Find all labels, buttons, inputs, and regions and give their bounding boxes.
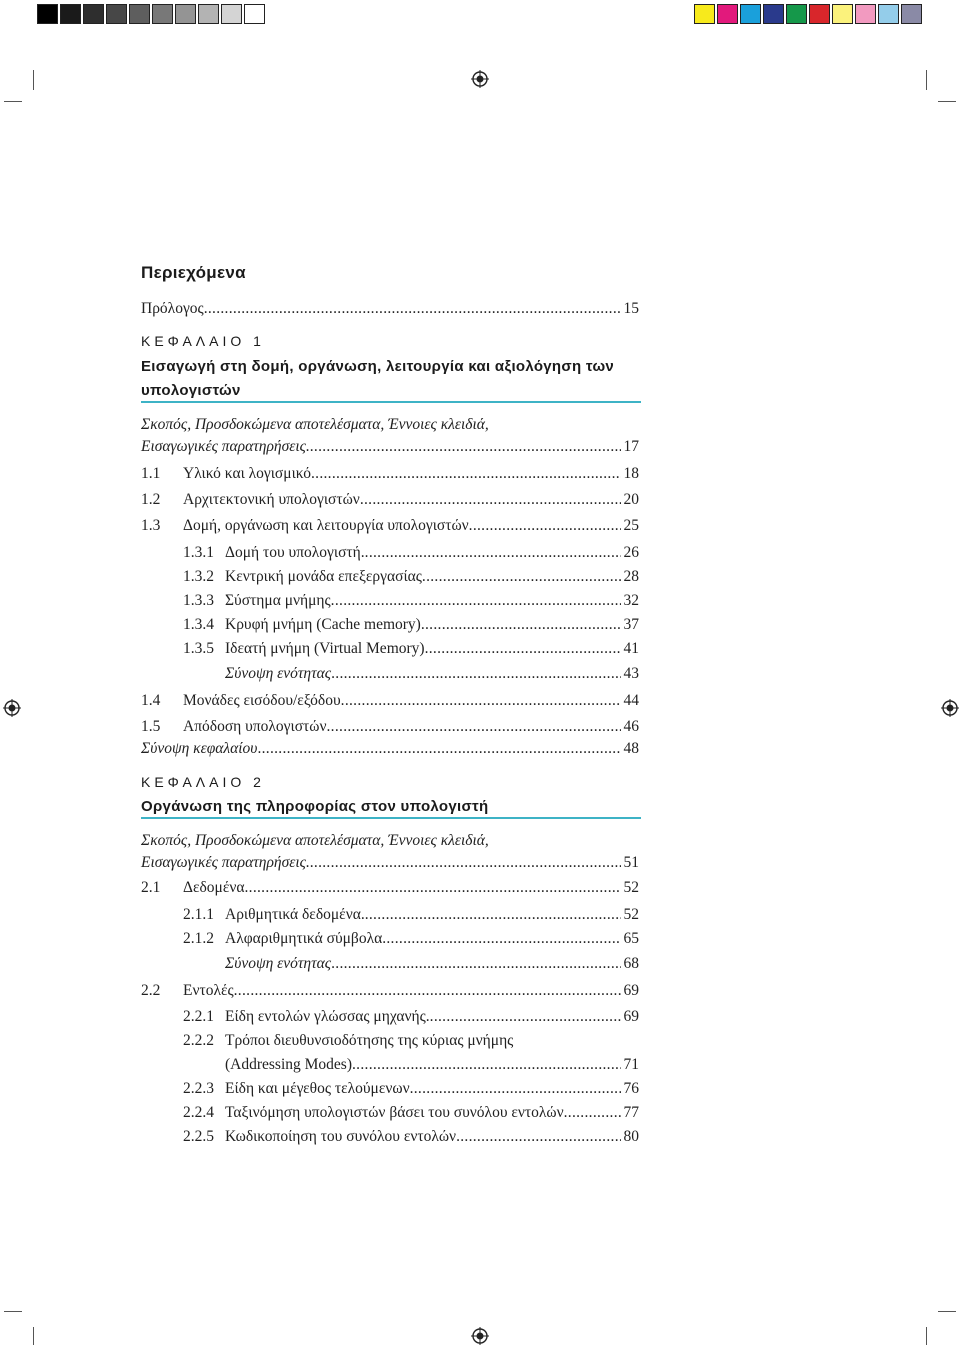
dot-leader (244, 877, 620, 899)
toc-entry-intro[interactable] (141, 436, 639, 458)
entry-page: 52 (623, 906, 639, 923)
entry-number: 1.3.4 (183, 616, 214, 633)
entry-page: 43 (623, 665, 639, 682)
dot-leader (422, 566, 621, 588)
toc-entry[interactable] (183, 590, 639, 612)
toc-entry[interactable] (183, 904, 639, 926)
entry-number: 1.3.1 (183, 544, 214, 561)
entry-page: 46 (623, 718, 639, 735)
toc-entry[interactable] (183, 928, 639, 950)
grayscale-calibration-bar (37, 4, 267, 24)
entry-page: 69 (623, 1008, 639, 1025)
entry-text: Κρυφή μνήμη (Cache memory) (225, 616, 421, 633)
calibration-swatch (763, 4, 784, 24)
entry-page: 37 (623, 616, 639, 633)
dot-leader (421, 614, 621, 636)
calibration-swatch (901, 4, 922, 24)
entry-number: 1.3 (141, 517, 161, 534)
toc-entry[interactable] (141, 716, 639, 738)
entry-page: 26 (623, 544, 639, 561)
entry-number: 1.3.3 (183, 592, 214, 609)
toc-entry[interactable] (183, 953, 639, 975)
toc-entry[interactable] (141, 877, 639, 899)
toc-entry[interactable] (141, 463, 639, 485)
toc-entry[interactable] (183, 614, 639, 636)
entry-page: 41 (623, 640, 639, 657)
entry-page: 20 (623, 491, 639, 508)
entry-number: 1.3.2 (183, 568, 214, 585)
dot-leader (425, 638, 621, 660)
dot-leader (365, 904, 621, 926)
entry-text: Σύνοψη ενότητας (225, 955, 332, 972)
entry-text: Υλικό και λογισμικό (183, 465, 311, 482)
entry-page: 48 (623, 740, 639, 757)
calibration-swatch (152, 4, 173, 24)
entry-text: Δομή του υπολογιστή. (225, 544, 365, 561)
chapter-intro-line: Σκοπός, Προσδοκώμενα αποτελέσματα, Έννοιες κλειδιά, (141, 416, 489, 433)
entry-page: 76 (623, 1080, 639, 1097)
entry-page: 65 (623, 930, 639, 947)
toc-entry[interactable] (183, 1006, 639, 1028)
dot-leader (469, 515, 621, 537)
dot-leader (234, 980, 621, 1002)
entry-text: Μονάδες εισόδου/εξόδου (183, 692, 341, 709)
entry-text: Αρχιτεκτονική υπολογιστών (183, 491, 360, 508)
toc-entry-intro[interactable] (141, 852, 639, 874)
entry-text: Εισαγωγικές παρατηρήσεις (141, 438, 306, 455)
chapter-label: ΚΕΦΑΛΑΙΟ 2 (141, 774, 265, 790)
dot-leader (331, 953, 620, 975)
entry-number: 1.5 (141, 718, 161, 735)
crop-mark (938, 101, 956, 102)
dot-leader (456, 1126, 620, 1148)
entry-number: 1.4 (141, 692, 161, 709)
entry-page: 69 (623, 982, 639, 999)
entry-number: 2.2.5 (183, 1128, 214, 1145)
toc-entry[interactable] (141, 690, 639, 712)
page-title: Περιεχόμενα (141, 263, 246, 282)
entry-page: 25 (623, 517, 639, 534)
entry-text: Εντολές (183, 982, 234, 999)
entry-number: 2.2.3 (183, 1080, 214, 1097)
entry-page: 15 (623, 300, 639, 317)
dot-leader (365, 542, 621, 564)
entry-number: 1.2 (141, 491, 161, 508)
entry-number: 2.2.4 (183, 1104, 214, 1121)
entry-number: 2.1 (141, 879, 161, 896)
dot-leader (327, 716, 621, 738)
entry-text: Κεντρική μονάδα επεξεργασίας (225, 568, 422, 585)
dot-leader (564, 1102, 621, 1124)
calibration-swatch (83, 4, 104, 24)
entry-text: Αριθμητικά δεδομένα. (225, 906, 365, 923)
entry-text: Σύνοψη κεφαλαίου (141, 740, 258, 757)
calibration-swatch (175, 4, 196, 24)
dot-leader (430, 1006, 621, 1028)
calibration-swatch (694, 4, 715, 24)
chapter-label: ΚΕΦΑΛΑΙΟ 1 (141, 333, 265, 349)
entry-page: 71 (623, 1056, 639, 1073)
crop-mark (938, 1311, 956, 1312)
dot-leader (382, 928, 620, 950)
entry-page: 52 (623, 879, 639, 896)
entry-text: Ιδεατή μνήμη (Virtual Memory) (225, 640, 425, 657)
calibration-swatch (129, 4, 150, 24)
calibration-swatch (832, 4, 853, 24)
toc-entry[interactable] (183, 542, 639, 564)
dot-leader (331, 663, 620, 685)
dot-leader (306, 436, 621, 458)
dot-leader (257, 738, 620, 760)
calibration-swatch (740, 4, 761, 24)
dot-leader (204, 298, 621, 320)
crop-mark (926, 1327, 927, 1345)
chapter-intro-line: Σκοπός, Προσδοκώμενα αποτελέσματα, Έννοιες κλειδιά, (141, 832, 489, 849)
entry-text: Σύνοψη ενότητας (225, 665, 332, 682)
crop-mark (4, 1311, 22, 1312)
color-calibration-bar (694, 4, 924, 24)
dot-leader (331, 590, 621, 612)
dot-leader (341, 690, 621, 712)
dot-leader (311, 463, 621, 485)
toc-entry[interactable] (141, 515, 639, 537)
toc-entry[interactable] (141, 738, 639, 760)
entry-number: 1.1 (141, 465, 161, 482)
calibration-swatch (106, 4, 127, 24)
calibration-swatch (221, 4, 242, 24)
entry-page: 68 (623, 955, 639, 972)
toc-entry[interactable] (183, 638, 639, 660)
entry-text: Ταξινόμηση υπολογιστών βάσει του συνόλου εντολών (225, 1104, 564, 1121)
entry-page: 28 (623, 568, 639, 585)
registration-mark-icon (471, 70, 489, 88)
entry-page: 17 (623, 438, 639, 455)
entry-text: Πρόλογος (141, 300, 204, 317)
entry-text: Απόδοση υπολογιστών (183, 718, 327, 735)
toc-entry[interactable] (183, 663, 639, 685)
toc-entry[interactable] (183, 1030, 513, 1052)
entry-text: Τρόποι διευθυνσιοδότησης της κύριας μνήμης (225, 1032, 514, 1049)
entry-page: 51 (623, 854, 639, 871)
entry-text: Είδη και μέγεθος τελούμενων (225, 1080, 410, 1097)
toc-entry[interactable] (183, 1078, 639, 1100)
calibration-swatch (878, 4, 899, 24)
calibration-swatch (198, 4, 219, 24)
toc-entry[interactable] (183, 1102, 639, 1124)
registration-mark-icon (3, 699, 21, 717)
toc-entry[interactable] (183, 566, 639, 588)
dot-leader (352, 1054, 621, 1076)
entry-number: 2.2 (141, 982, 161, 999)
entry-text: Αλφαριθμητικά σύμβολα (225, 930, 383, 947)
registration-mark-icon (941, 699, 959, 717)
toc-entry[interactable] (183, 1054, 639, 1076)
calibration-swatch (37, 4, 58, 24)
entry-text: Σύστημα μνήμης (225, 592, 331, 609)
entry-page: 77 (623, 1104, 639, 1121)
entry-text: Δομή, οργάνωση και λειτουργία υπολογιστών (183, 517, 469, 534)
calibration-swatch (60, 4, 81, 24)
toc-entry-preface[interactable] (141, 298, 639, 320)
entry-page: 80 (623, 1128, 639, 1145)
registration-mark-icon (471, 1327, 489, 1345)
toc-entry[interactable] (141, 489, 639, 511)
dot-leader (410, 1078, 621, 1100)
entry-text: Είδη εντολών γλώσσας μηχανής. (225, 1008, 430, 1025)
calibration-swatch (244, 4, 265, 24)
crop-mark (926, 70, 927, 90)
crop-mark (33, 1327, 34, 1345)
chapter-title[interactable]: Εισαγωγή στη δομή, οργάνωση, λειτουργία και αξιολόγηση των υπολογιστών (141, 358, 615, 399)
chapter-title[interactable]: Οργάνωση της πληροφορίας στον υπολογιστή (141, 798, 489, 815)
entry-number: 2.2.1 (183, 1008, 214, 1025)
toc-entry[interactable] (183, 1126, 639, 1148)
entry-number: 2.2.2 (183, 1032, 214, 1049)
entry-text: (Addressing Modes) (225, 1056, 352, 1073)
entry-page: 18 (623, 465, 639, 482)
calibration-swatch (855, 4, 876, 24)
chapter-divider (141, 817, 641, 819)
calibration-swatch (786, 4, 807, 24)
entry-number: 1.3.5 (183, 640, 214, 657)
entry-page: 32 (623, 592, 639, 609)
calibration-swatch (809, 4, 830, 24)
toc-entry[interactable] (141, 980, 639, 1002)
crop-mark (4, 101, 22, 102)
entry-text: Εισαγωγικές παρατηρήσεις (141, 854, 306, 871)
dot-leader (306, 852, 621, 874)
chapter-divider (141, 401, 641, 403)
crop-mark (33, 70, 34, 90)
calibration-swatch (717, 4, 738, 24)
entry-page: 44 (623, 692, 639, 709)
entry-number: 2.1.2 (183, 930, 214, 947)
dot-leader (360, 489, 621, 511)
entry-number: 2.1.1 (183, 906, 214, 923)
entry-text: Δεδομένα (183, 879, 245, 896)
entry-text: Κωδικοποίηση του συνόλου εντολών (225, 1128, 457, 1145)
